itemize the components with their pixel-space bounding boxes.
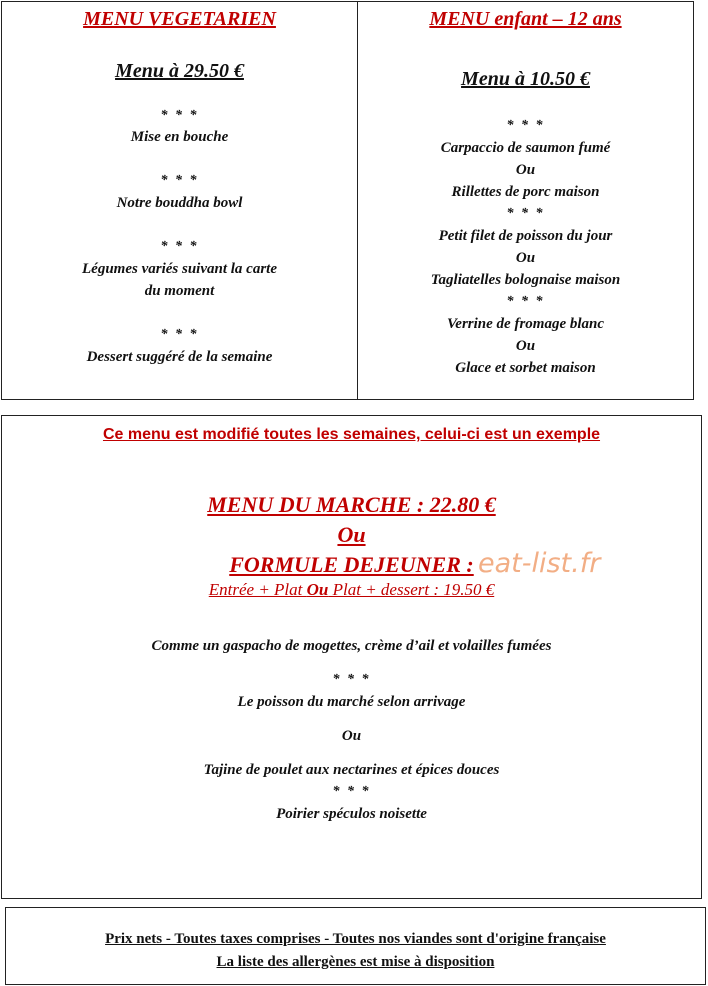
formule-option-b: Plat + dessert : 19.50 € bbox=[328, 580, 495, 599]
footer-allergens-note: La liste des allergènes est mise à disposition bbox=[216, 954, 495, 970]
menu-vegetarien-price: Menu à 29.50 € bbox=[115, 60, 244, 82]
separator-stars: * * * bbox=[160, 239, 199, 254]
formule-dejeuner-details bbox=[2, 580, 701, 600]
menu-marche-title: MENU DU MARCHE : 22.80 € bbox=[207, 492, 496, 517]
watermark-logo: eat-list.fr bbox=[478, 548, 601, 579]
menu-item: Légumes variés suivant la carte bbox=[82, 261, 277, 277]
weekly-notice: Ce menu est modifié toutes les semaines, celui-ci est un exemple bbox=[102, 426, 601, 443]
separator-stars: * * * bbox=[506, 294, 545, 309]
or-label: Ou bbox=[515, 250, 536, 266]
menu-item: Tagliatelles bolognaise maison bbox=[430, 272, 621, 288]
menu-item: Dessert suggéré de la semaine bbox=[86, 349, 273, 365]
menu-enfant-title: MENU enfant – 12 ans bbox=[429, 8, 622, 30]
menu-item: Verrine de fromage blanc bbox=[446, 316, 605, 332]
separator-stars: * * * bbox=[506, 118, 545, 133]
formule-dejeuner-title: FORMULE DEJEUNER : bbox=[229, 552, 474, 577]
or-label: Ou bbox=[341, 728, 362, 744]
menu-enfant-section bbox=[357, 1, 694, 400]
menu-item: Comme un gaspacho de mogettes, crème d’ail et volailles fumées bbox=[151, 638, 552, 654]
menu-item: du moment bbox=[144, 283, 215, 299]
separator-stars: * * * bbox=[160, 108, 199, 123]
separator-stars: * * * bbox=[332, 784, 371, 799]
menu-vegetarien-section bbox=[1, 1, 358, 400]
or-label: Ou bbox=[515, 162, 536, 178]
separator-stars: * * * bbox=[160, 173, 199, 188]
menu-marche-section bbox=[1, 415, 702, 899]
menu-item: Mise en bouche bbox=[130, 129, 229, 145]
menu-item: Notre bouddha bowl bbox=[116, 195, 243, 211]
menu-item: Le poisson du marché selon arrivage bbox=[237, 694, 466, 710]
formule-option-a: Entrée + Plat bbox=[208, 580, 307, 599]
separator-stars: * * * bbox=[506, 206, 545, 221]
separator-stars: * * * bbox=[160, 327, 199, 342]
menu-item: Rillettes de porc maison bbox=[451, 184, 600, 200]
footer-prices-note: Prix nets - Toutes taxes comprises - Toutes nos viandes sont d'origine française bbox=[105, 931, 606, 947]
or-label: Ou bbox=[515, 338, 536, 354]
separator-stars: * * * bbox=[332, 672, 371, 687]
or-label: Ou bbox=[337, 522, 366, 547]
footer-section bbox=[5, 907, 706, 985]
menu-enfant-price: Menu à 10.50 € bbox=[461, 68, 590, 90]
formule-or: Ou bbox=[306, 580, 329, 599]
menu-item: Poirier spéculos noisette bbox=[276, 806, 427, 822]
menu-vegetarien-title: MENU VEGETARIEN bbox=[83, 8, 276, 30]
menu-item: Carpaccio de saumon fumé bbox=[440, 140, 611, 156]
menu-item: Tajine de poulet aux nectarines et épices douces bbox=[203, 762, 500, 778]
menu-item: Petit filet de poisson du jour bbox=[438, 228, 613, 244]
menu-item: Glace et sorbet maison bbox=[455, 360, 596, 376]
